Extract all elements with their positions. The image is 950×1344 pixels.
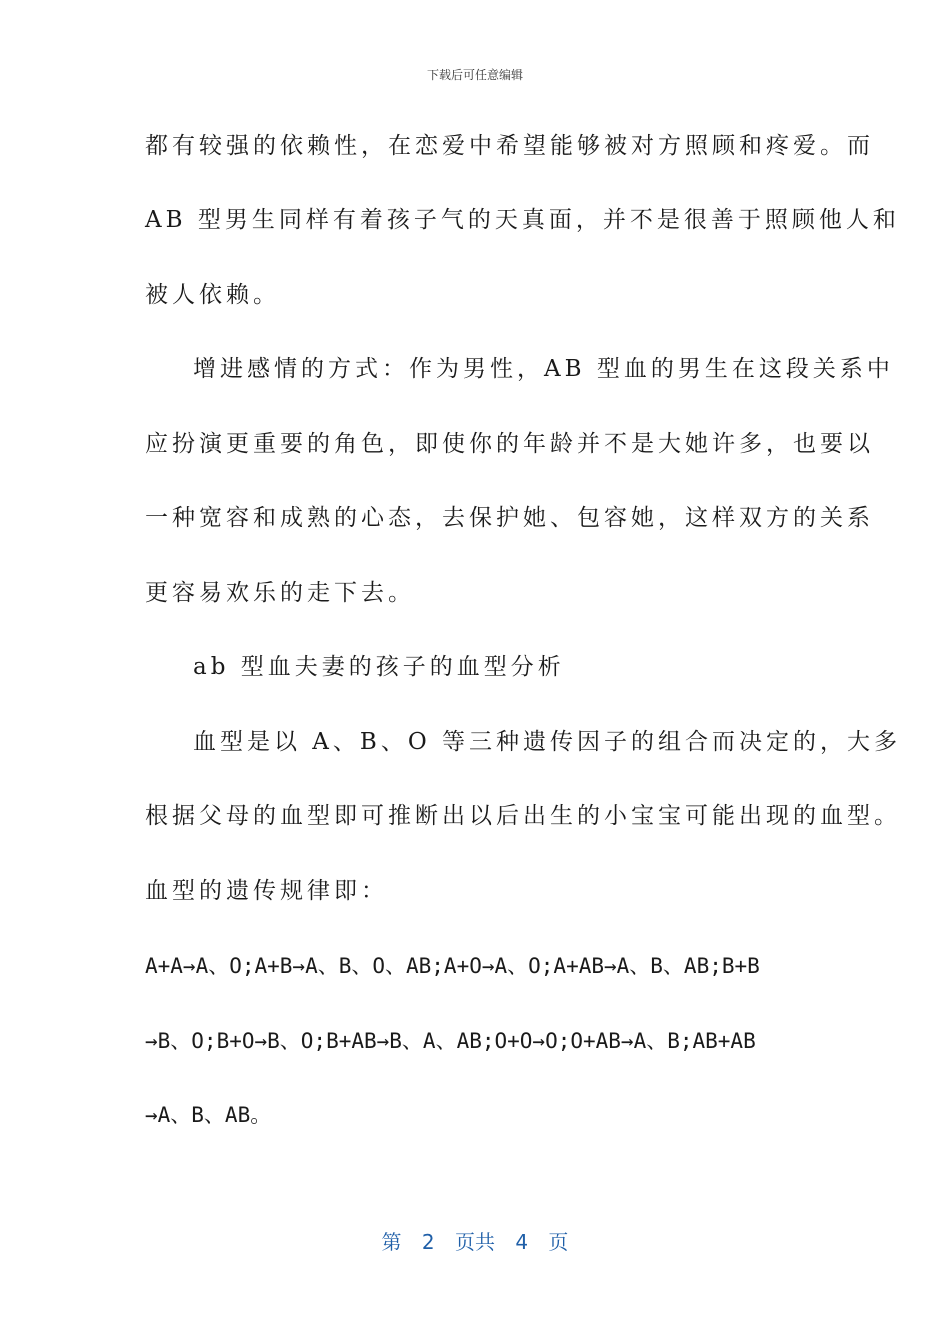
paragraph-line: 都有较强的依赖性，在恋爱中希望能够被对方照顾和疼爱。而	[145, 133, 874, 159]
paragraph-line: 更容易欢乐的走下去。	[145, 580, 415, 606]
paragraph-line: 血型是以 A、B、O 等三种遗传因子的组合而决定的，大多	[193, 729, 901, 755]
page-header: 下载后可任意编辑	[426, 68, 523, 82]
paragraph-line: 一种宽容和成熟的心态，去保护她、包容她，这样双方的关系	[145, 505, 874, 531]
page-number-footer: 第 2 页共 4 页	[381, 1230, 569, 1254]
section-heading: ab 型血夫妻的孩子的血型分析	[193, 654, 565, 680]
paragraph-line: AB 型男生同样有着孩子气的天真面，并不是很善于照顾他人和	[145, 207, 900, 233]
formula-line: A+A→A、O;A+B→A、B、O、AB;A+O→A、O;A+AB→A、B、AB;B+B	[145, 954, 760, 978]
paragraph-line: 增进感情的方式：作为男性，AB 型血的男生在这段关系中	[193, 356, 894, 382]
paragraph-line: 应扮演更重要的角色，即使你的年龄并不是大她许多，也要以	[145, 431, 874, 457]
paragraph-line: 血型的遗传规律即：	[145, 878, 388, 904]
formula-line: →B、O;B+O→B、O;B+AB→B、A、AB;O+O→O;O+AB→A、B;AB+AB	[145, 1029, 756, 1053]
paragraph-line: 根据父母的血型即可推断出以后出生的小宝宝可能出现的血型。	[145, 803, 901, 829]
formula-line: →A、B、AB。	[145, 1103, 272, 1127]
paragraph-line: 被人依赖。	[145, 282, 280, 308]
